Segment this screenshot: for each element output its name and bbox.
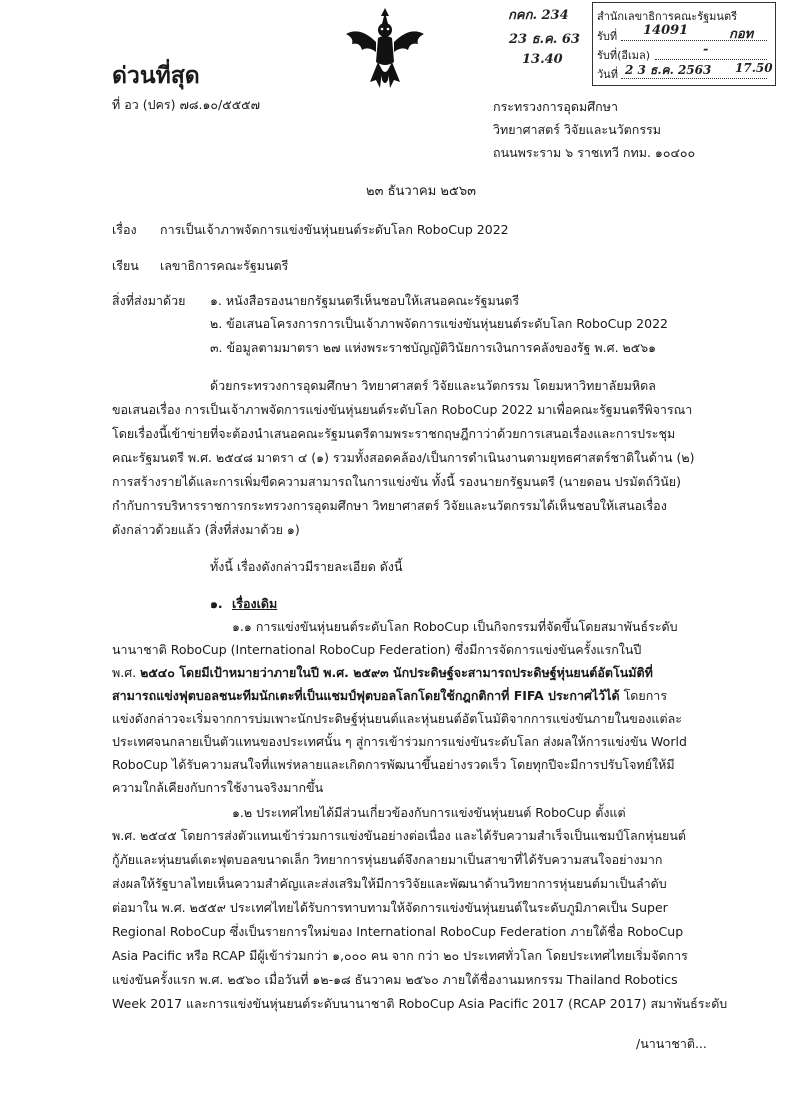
para-1-2-line: ต่อมาใน พ.ศ. ๒๕๕๙ ประเทศไทยได้รับการทาบทามให้จัดการแข่งขันหุ่นยนต์ในระดับภูมิภาคเป็น Super (112, 900, 668, 915)
para-1-1-line (112, 686, 667, 706)
para-1-1-line: แข่งดังกล่าวจะเริ่มจากการบ่มเพาะนักประดิษฐ์หุ่นยนต์และหุ่นยนต์อัตโนมัติจากการแข่งขันภายในของแต่ละ (112, 711, 682, 726)
handwritten-note-2: 23 ธ.ค. 63 (509, 32, 580, 47)
para-1-1-line: RoboCup ได้รับความสนใจที่แพร่หลายและเกิดการพัฒนาขึ้นอย่างรวดเร็ว โดยทุกปีจะมีการปรับโจทย์ให้มี (112, 757, 675, 772)
para-bold-text: สามารถแข่งฟุตบอลชนะทีมนักเตะที่เป็นแชมป์ฟุตบอลโลกโดยใช้กฎกติกาที่ FIFA ประกาศไว้ได้ (112, 688, 620, 703)
stamp-received-label: รับที่ (597, 30, 618, 43)
intro-line: คณะรัฐมนตรี พ.ศ. ๒๕๔๘ มาตรา ๔ (๑) รวมทั้งสอดคล้อง/เป็นการดำเนินงานตามยุทธศาสตร์ชาติในด้าน (๒) (112, 450, 695, 465)
para-1-1-line: ประเทศจนกลายเป็นตัวแทนของประเทศนั้น ๆ สู่การเข้าร่วมการแข่งขันระดับโลก ส่งผลให้การแข่งขัน World (112, 734, 687, 749)
para-bold-text: ๒๕๔๐ โดยมีเป้าหมายว่าภายในปี พ.ศ. ๒๕๙๓ นักประดิษฐ์จะสามารถประดิษฐ์หุ่นยนต์อัตโนมัติที่ (140, 665, 653, 680)
stamp-received-value: 14091 (643, 23, 689, 38)
para-1-1-line: ความใกล้เคียงกับการใช้งานจริงมากขึ้น (112, 780, 324, 795)
address-line-2: วิทยาศาสตร์ วิจัยและนวัตกรรม (493, 122, 662, 137)
para-text: พ.ศ. (112, 665, 141, 680)
stamp-date-label: วันที่ (597, 68, 618, 81)
recipient-label: เรียน (112, 258, 139, 273)
attachments-label: สิ่งที่ส่งมาด้วย (112, 293, 186, 308)
para-1-2-line: Asia Pacific หรือ RCAP มีผู้เข้าร่วมกว่า ๑,๐๐๐ คน จาก กว่า ๒๐ ประเทศทั่วโลก โดยประเทศไทยเริ่มจัดการ (112, 948, 688, 963)
intro-line: การสร้างรายได้และการเพิ่มขีดความสามารถในการแข่งขัน ทั้งนี้ รองนายกรัฐมนตรี (นายดอน ปรมัตถ์วินัย) (112, 474, 682, 489)
urgency-heading: ด่วนที่สุด (112, 63, 200, 89)
stamp-received-by: กอท (729, 27, 754, 42)
para-1-2-line: ส่งผลให้รัฐบาลไทยเห็นความสำคัญและส่งเสริมให้มีการวิจัยและพัฒนาด้านวิทยาการหุ่นยนต์มาเป็นลำดับ (112, 876, 667, 891)
para-text: โดยการ (619, 688, 668, 703)
handwritten-note-3: 13.40 (522, 52, 563, 67)
para-1-2-line: กู้ภัยและหุ่นยนต์เตะฟุตบอลขนาดเล็ก วิทยาการหุ่นยนต์จึงกลายมาเป็นสาขาที่ได้รับความสนใจอย่างมาก (112, 852, 663, 867)
para-1-1-line: นานาชาติ RoboCup (International RoboCup Federation) ซึ่งมีการจัดการแข่งขันครั้งแรกในปี (112, 642, 642, 657)
detail-intro: ทั้งนี้ เรื่องดังกล่าวมีรายละเอียด ดังนี้ (210, 559, 403, 574)
intro-line: กำกับการบริหารราชการกระทรวงการอุดมศึกษา วิทยาศาสตร์ วิจัยและนวัตกรรมได้เห็นชอบให้เสนอเรื่อง (112, 498, 667, 513)
para-1-1-line: ๑.๑ การแข่งขันหุ่นยนต์ระดับโลก RoboCup เป็นกิจกรรมที่จัดขึ้นโดยสมาพันธ์ระดับ (232, 619, 678, 634)
section-number: ๑. (210, 596, 223, 611)
para-1-2-line: Week 2017 และการแข่งขันหุ่นยนต์ระดับนานาชาติ RoboCup Asia Pacific 2017 (RCAP 2017) สมาพันธ์ระดับ (112, 996, 728, 1011)
intro-line: โดยเรื่องนี้เข้าข่ายที่จะต้องนำเสนอคณะรัฐมนตรีตามพระราชกฤษฎีกาว่าด้วยการเสนอเรื่องและการประชุม (112, 426, 676, 441)
stamp-email-value: - (703, 42, 709, 57)
received-stamp (592, 2, 776, 86)
stamp-date-value: 2 3 ธ.ค. 2563 (625, 63, 712, 77)
stamp-title: สำนักเลขาธิการคณะรัฐมนตรี (597, 10, 737, 23)
stamp-email-label: รับที่(อีเมล) (597, 49, 651, 62)
section-title: เรื่องเดิม (232, 596, 278, 611)
address-line-1: กระทรวงการอุดมศึกษา (493, 99, 618, 114)
para-1-2-line: Regional RoboCup ซึ่งเป็นรายการใหม่ของ International RoboCup Federation ภายใต้ชื่อ RoboCup (112, 924, 684, 939)
para-1-2-line: แข่งขันครั้งแรก พ.ศ. ๒๕๖๐ เมื่อวันที่ ๑๒-๑๘ ธันวาคม ๒๕๖๐ ภายใต้ชื่องานมหกรรม Thailand Robotics (112, 972, 678, 987)
intro-line: ดังกล่าวด้วยแล้ว (สิ่งที่ส่งมาด้วย ๑) (112, 522, 300, 537)
attachment-item: ๑. หนังสือรองนายกรัฐมนตรีเห็นชอบให้เสนอคณะรัฐมนตรี (210, 293, 520, 308)
garuda-emblem-icon (340, 4, 430, 94)
stamp-time-value: 17.50 (735, 61, 773, 75)
letter-date: ๒๓ ธันวาคม ๒๕๖๓ (366, 184, 476, 199)
intro-line: ขอเสนอเรื่อง การเป็นเจ้าภาพจัดการแข่งขันหุ่นยนต์ระดับโลก RoboCup 2022 มาเพื่อคณะรัฐมนตรีพิจารณา (112, 402, 693, 417)
recipient-text: เลขาธิการคณะรัฐมนตรี (160, 258, 289, 273)
attachment-item: ๓. ข้อมูลตามมาตรา ๒๗ แห่งพระราชบัญญัติวินัยการเงินการคลังของรัฐ พ.ศ. ๒๕๖๑ (210, 340, 657, 355)
page-continuation: /นานาชาติ... (636, 1036, 707, 1051)
para-1-1-line (112, 663, 653, 683)
address-line-3: ถนนพระราม ๖ ราชเทวี กทม. ๑๐๔๐๐ (493, 145, 696, 160)
handwritten-note-1: กคก. 234 (508, 8, 569, 23)
reference-number: ที่ อว (ปคร) ๗๘.๑๐/๕๕๕๗ (112, 97, 261, 112)
subject-label: เรื่อง (112, 222, 137, 237)
para-1-2-line: ๑.๒ ประเทศไทยได้มีส่วนเกี่ยวข้องกับการแข่งขันหุ่นยนต์ RoboCup ตั้งแต่ (232, 805, 626, 820)
intro-line: ด้วยกระทรวงการอุดมศึกษา วิทยาศาสตร์ วิจัยและนวัตกรรม โดยมหาวิทยาลัยมหิดล (210, 378, 656, 393)
para-1-2-line: พ.ศ. ๒๕๔๕ โดยการส่งตัวแทนเข้าร่วมการแข่งขันอย่างต่อเนื่อง และได้รับความสำเร็จเป็นแชมป์โลกหุ่นยนต์ (112, 828, 687, 843)
subject-text: การเป็นเจ้าภาพจัดการแข่งขันหุ่นยนต์ระดับโลก RoboCup 2022 (160, 222, 509, 237)
attachment-item: ๒. ข้อเสนอโครงการการเป็นเจ้าภาพจัดการแข่งขันหุ่นยนต์ระดับโลก RoboCup 2022 (210, 316, 668, 331)
